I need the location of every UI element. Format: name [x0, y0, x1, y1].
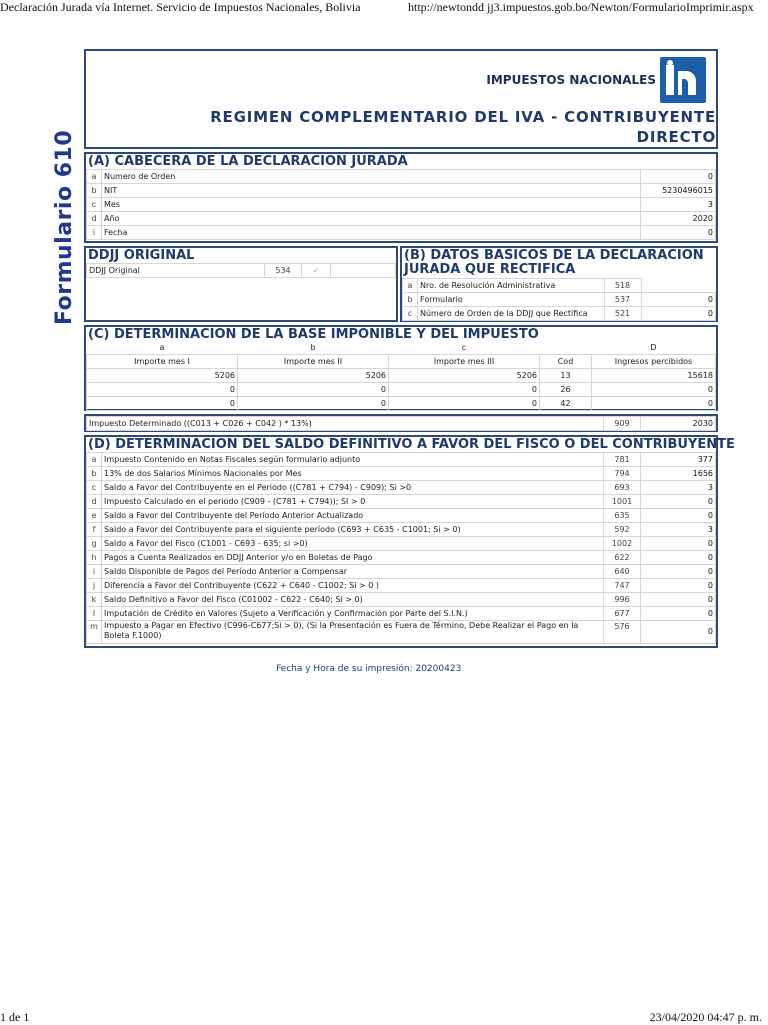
- cell: 0: [592, 383, 716, 397]
- table-row: [87, 579, 716, 593]
- table-row: [87, 607, 716, 621]
- impresion-line: [276, 664, 461, 674]
- row-label: Diferencia a Favor del Contribuyente (C622 + C640 - C1002; Si > 0 ): [102, 579, 604, 593]
- row-code: 640: [604, 565, 641, 579]
- row-letter: l: [87, 607, 102, 621]
- cell-code: 26: [540, 383, 592, 397]
- row-label: Año: [102, 212, 641, 226]
- section-c-table: [86, 342, 716, 411]
- row-code: 537: [604, 293, 641, 307]
- row-code: 1001: [604, 495, 641, 509]
- row-value: 1656: [641, 467, 716, 481]
- col-letter-d: D: [650, 343, 657, 352]
- impuesto-determinado: [84, 414, 718, 432]
- row-letter: c: [87, 198, 102, 212]
- form-header: [84, 49, 718, 149]
- row-letter: g: [87, 537, 102, 551]
- table-row: [87, 184, 716, 198]
- row-value: 5230496015: [641, 184, 716, 198]
- row-label: NIT: [102, 184, 641, 198]
- row-label: Mes: [102, 198, 641, 212]
- row-value: 0: [641, 509, 716, 523]
- table-row: [87, 537, 716, 551]
- org-name: IMPUESTOS NACIONALES: [486, 73, 656, 87]
- cell: 15618: [592, 369, 716, 383]
- row-label: Saldo Disponible de Pagos del Período Anterior a Compensar: [102, 565, 604, 579]
- section-d-title: (D) DETERMINACION DEL SALDO DEFINITIVO A FAVOR DEL FISCO O DEL CONTRIBUYENTE: [88, 437, 735, 452]
- print-footer-page: 1 de 1: [0, 1010, 30, 1024]
- row-value: 0: [641, 607, 716, 621]
- table-header: [87, 355, 716, 369]
- row-letter: j: [87, 579, 102, 593]
- row-code: 747: [604, 579, 641, 593]
- row-value: 0: [641, 495, 716, 509]
- row-letter: b: [87, 467, 102, 481]
- col-letter-a: a: [159, 343, 165, 352]
- row-letter: b: [87, 184, 102, 198]
- section-c: [84, 325, 718, 411]
- cell: 0: [592, 397, 716, 411]
- ddjj-original: [84, 246, 398, 322]
- col-letter-c: c: [461, 343, 467, 352]
- cell: 0: [389, 383, 540, 397]
- table-row: [87, 212, 716, 226]
- row-value: 0: [641, 579, 716, 593]
- cell: 0: [87, 383, 238, 397]
- table-row: [87, 509, 716, 523]
- row-label: Saldo a Favor del Contribuyente en el Periodo ((C781 + C794) - C909); Si >0: [102, 481, 604, 495]
- table-row: [87, 593, 716, 607]
- section-a-title: (A) CABECERA DE LA DECLARACION JURADA: [88, 154, 408, 169]
- impresion-value: 20200423: [415, 664, 462, 674]
- table-row: [87, 342, 716, 355]
- form-vertical-label: Formulario 610: [52, 129, 77, 325]
- row-value: 0: [641, 307, 716, 321]
- table-row: [403, 279, 716, 293]
- row-label: Saldo a Favor del Fisco (C1001 - C693 - 635; si >0): [102, 537, 604, 551]
- row-letter: i: [87, 565, 102, 579]
- table-row: [87, 565, 716, 579]
- form-title-line1: REGIMEN COMPLEMENTARIO DEL IVA - CONTRIBUYENTE: [210, 108, 716, 126]
- ddjj-table: [86, 263, 396, 278]
- row-code: 592: [604, 523, 641, 537]
- row-value: 0: [641, 293, 716, 307]
- row-label: Impuesto Contenido en Notas Fiscales según formulario adjunto: [102, 453, 604, 467]
- col-header: Importe mes III: [389, 355, 540, 369]
- row-value: 2030: [641, 417, 716, 431]
- section-a-table: [86, 169, 716, 240]
- table-row: [87, 467, 716, 481]
- row-letter: m: [87, 621, 102, 644]
- row-value: 0: [641, 170, 716, 184]
- print-header-url: http://newtondd jj3.impuestos.gob.bo/Newton/FormularioImprimir.aspx: [408, 0, 754, 14]
- col-header: Ingresos percibidos: [592, 355, 716, 369]
- col-header: Cod: [540, 355, 592, 369]
- section-d: [84, 435, 735, 648]
- row-label: Saldo Definitivo a Favor del Fisco (C01002 - C622 - C640; Si > 0): [102, 593, 604, 607]
- row-value: 0: [641, 621, 716, 644]
- row-code: 781: [604, 453, 641, 467]
- row-code: 794: [604, 467, 641, 481]
- section-a: [84, 152, 718, 243]
- cell: 0: [87, 397, 238, 411]
- row-code: 622: [604, 551, 641, 565]
- row-value: [641, 279, 716, 293]
- row-value: 2020: [641, 212, 716, 226]
- row-label: Nro. de Resolución Administrativa: [418, 279, 605, 293]
- cell: 5206: [87, 369, 238, 383]
- row-label: Impuesto Determinado ((C013 + C026 + C042 ) * 13%): [87, 417, 604, 431]
- cell: 0: [389, 397, 540, 411]
- row-value: 377: [641, 453, 716, 467]
- row-value: 0: [641, 593, 716, 607]
- table-row: [87, 453, 716, 467]
- cell: 0: [238, 383, 389, 397]
- table-row: [87, 551, 716, 565]
- col-header: Importe mes II: [238, 355, 389, 369]
- impresion-label: Fecha y Hora de su impresión:: [276, 664, 413, 674]
- row-code: 909: [604, 417, 641, 431]
- row-value: 3: [641, 198, 716, 212]
- cell: 5206: [238, 369, 389, 383]
- row-code: 693: [604, 481, 641, 495]
- ddjj-code: 534: [265, 264, 302, 278]
- row-value: 0: [641, 537, 716, 551]
- cell: 5206: [389, 369, 540, 383]
- table-row: [87, 495, 716, 509]
- table-row: [87, 226, 716, 240]
- row-value: 3: [641, 481, 716, 495]
- ddjj-title: DDJJ ORIGINAL: [88, 248, 195, 263]
- row-letter: b: [403, 293, 418, 307]
- row-value: 3: [641, 523, 716, 537]
- row-value: 0: [641, 551, 716, 565]
- table-row: [87, 481, 716, 495]
- row-label: Pagos a Cuenta Realizados en DDJJ Anterior y/o en Boletas de Pago: [102, 551, 604, 565]
- row-letter: f: [87, 523, 102, 537]
- row-code: 1002: [604, 537, 641, 551]
- print-footer-datetime: 23/04/2020 04:47 p. m.: [649, 1010, 762, 1024]
- row-letter: c: [403, 307, 418, 321]
- row-label: Fecha: [102, 226, 641, 240]
- row-code: 677: [604, 607, 641, 621]
- row-value: 0: [641, 226, 716, 240]
- cell-code: 42: [540, 397, 592, 411]
- row-letter: a: [403, 279, 418, 293]
- row-letter: e: [87, 509, 102, 523]
- row-letter: k: [87, 593, 102, 607]
- section-b-table: [402, 278, 716, 321]
- section-b: [400, 246, 718, 322]
- table-row: [87, 264, 396, 278]
- table-row: [87, 621, 716, 644]
- table-row: [87, 523, 716, 537]
- row-label: Saldo a Favor del Contribuyente del Período Anterior Actualizado: [102, 509, 604, 523]
- col-letter-b: b: [310, 343, 316, 352]
- row-label: Impuesto Calculado en el periodo (C909 - (C781 + C794)); SI > 0: [102, 495, 604, 509]
- row-code: 576: [604, 621, 641, 644]
- ddjj-checkbox[interactable]: ✓: [302, 264, 331, 278]
- table-row: [87, 397, 716, 411]
- row-letter: c: [87, 481, 102, 495]
- row-letter: d: [87, 495, 102, 509]
- section-b-title-line1: (B) DATOS BASICOS DE LA DECLARACION: [404, 248, 704, 263]
- row-letter: i: [87, 226, 102, 240]
- row-label: Impuesto a Pagar en Efectivo (C996-C677;Si > 0), (Si la Presentación es Fuera de Término, Debe Realizar el Pago en la Boleta F.1000): [102, 621, 604, 644]
- row-code: 521: [604, 307, 641, 321]
- row-value: 0: [641, 565, 716, 579]
- row-label: Saldo a Favor del Contribuyente para el siguiente período (C693 + C635 - C1001; Si > 0): [102, 523, 604, 537]
- row-label: Número de Orden de la DDJJ que Rectifica: [418, 307, 605, 321]
- section-b-title-line2: JURADA QUE RECTIFICA: [404, 262, 576, 277]
- row-code: 996: [604, 593, 641, 607]
- cell: 0: [238, 397, 389, 411]
- ddjj-label: DDJJ Original: [87, 264, 265, 278]
- row-letter: h: [87, 551, 102, 565]
- row-letter: a: [87, 170, 102, 184]
- table-row: [403, 293, 716, 307]
- row-label: 13% de dos Salarios Mínimos Nacionales por Mes: [102, 467, 604, 481]
- row-code: 635: [604, 509, 641, 523]
- table-row: [87, 383, 716, 397]
- row-code: 518: [604, 279, 641, 293]
- row-label: Numero de Orden: [102, 170, 641, 184]
- row-label: Imputación de Crédito en Valores (Sujeto a Verificación y Confirmación por Parte del S.I.N.): [102, 607, 604, 621]
- table-row: [87, 170, 716, 184]
- section-c-title: (C) DETERMINACION DE LA BASE IMPONIBLE Y DEL IMPUESTO: [88, 327, 539, 342]
- row-letter: a: [87, 453, 102, 467]
- table-row: [403, 307, 716, 321]
- impuestos-logo-icon: [660, 57, 706, 103]
- row-label: Formulario: [418, 293, 605, 307]
- table-row: [87, 369, 716, 383]
- section-d-table: [86, 452, 716, 644]
- col-header: Importe mes I: [87, 355, 238, 369]
- print-header-title: Declaración Jurada vía Internet. Servicio de Impuestos Nacionales, Bolivia: [0, 0, 361, 14]
- table-row: [87, 417, 716, 431]
- row-letter: d: [87, 212, 102, 226]
- table-row: [87, 198, 716, 212]
- form-title-line2: DIRECTO: [636, 128, 716, 146]
- cell-code: 13: [540, 369, 592, 383]
